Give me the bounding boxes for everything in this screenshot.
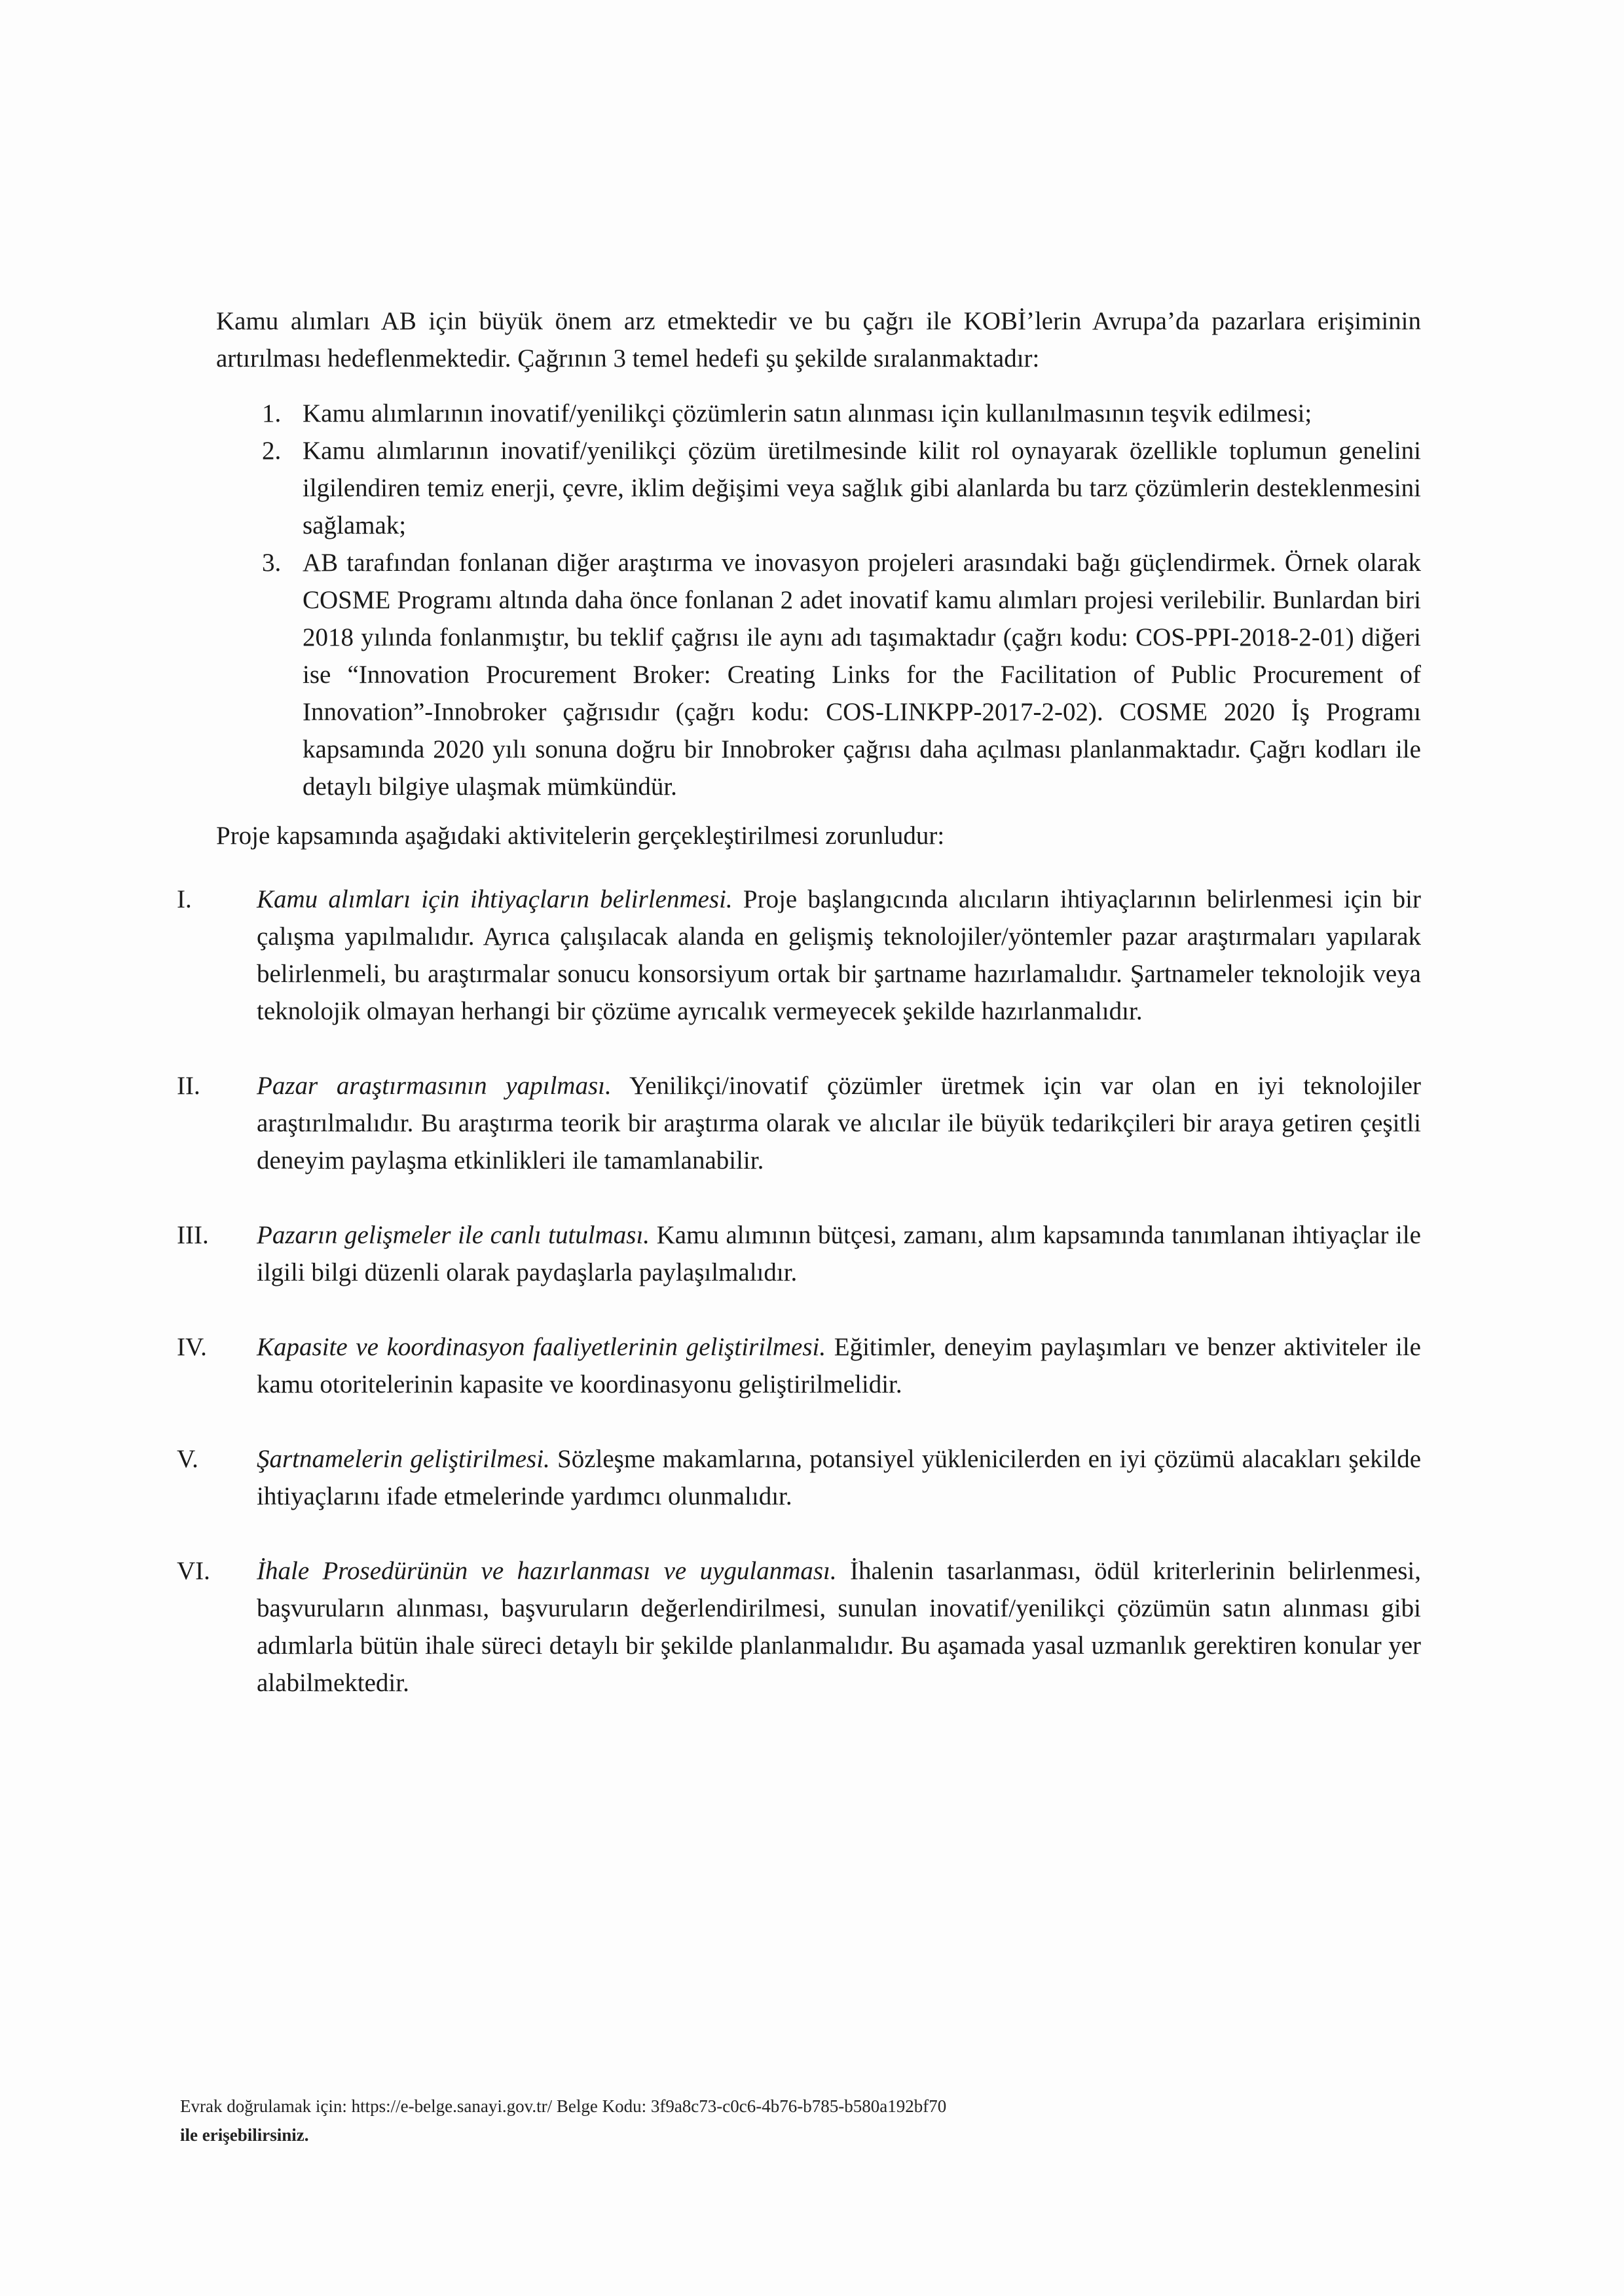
activity-title: Pazarın gelişmeler ile canlı tutulması. [257, 1221, 650, 1249]
goal-number: 3. [262, 549, 282, 577]
document-body [177, 302, 1422, 1739]
activity-text: Sözleşme makamlarına, potansiyel yüklenicilerden en iyi çözümü alacakları şekilde ihtiyaçlarını ifade etmelerinde yardımcı olunmalıdır. [257, 1445, 1422, 1510]
activity-title: İhale Prosedürünün ve hazırlanması ve uygulanması. [257, 1557, 837, 1585]
activity-text: Kamu alımının bütçesi, zamanı, alım kapsamında tanımlanan ihtiyaçlar ile ilgili bilgi düzenli olarak paydaşlarla paylaşılmalıdır. [257, 1221, 1421, 1286]
activity-item [177, 1328, 1421, 1403]
verification-footer [180, 2092, 1228, 2149]
activity-number: II. [177, 1072, 200, 1100]
goal-item [216, 395, 1421, 432]
goal-item [216, 544, 1421, 805]
activity-number: III. [177, 1221, 209, 1249]
goal-number: 1. [262, 399, 282, 428]
verification-note: ile erişebilirsiniz. [180, 2125, 309, 2145]
goal-text: AB tarafından fonlanan diğer araştırma ve inovasyon projeleri arasındaki bağı güçlendirmek. Örnek olarak COSME Programı altında daha önce fonlanan 2 adet inovatif kamu alımları projesi verilebilir. Bunlardan biri 2018 yılında fonlanmıştır, bu teklif çağrısı ile aynı adı taşımaktadır (çağrı kodu: COS-PPI-2018-2-01) diğeri ise “Innovation Procurement Broker: Creating Links for the Facilitation of Public Procurement of Innovation”-Innobroker çağrısıdır (çağrı kodu: COS-LINKPP-2017-2-02). COSME 2020 İş Programı kapsamında 2020 yılı sonuna doğru bir Innobroker çağrısı daha açılması planlanmaktadır. Çağrı kodları ile detaylı bilgiye ulaşmak mümkündür. [303, 549, 1421, 801]
verification-line: Evrak doğrulamak için: https://e-belge.sanayi.gov.tr/ Belge Kodu: 3f9a8c73-c0c6-4b76-b785-b580a192bf70 [180, 2096, 947, 2116]
activity-item [177, 1067, 1421, 1179]
activity-item [177, 1552, 1421, 1702]
activity-title: Şartnamelerin geliştirilmesi. [257, 1445, 550, 1473]
intro-paragraph: Kamu alımları AB için büyük önem arz etmektedir ve bu çağrı ile KOBİ’lerin Avrupa’da pazarlara erişiminin artırılması hedeflenmektedir. Çağrının 3 temel hedefi şu şekilde sıralanmaktadır: [216, 307, 1421, 373]
activity-number: VI. [177, 1557, 210, 1585]
activities-list [177, 881, 1421, 1702]
goal-number: 2. [262, 437, 282, 465]
activity-item [177, 1216, 1421, 1291]
goal-item [216, 432, 1421, 544]
activity-number: I. [177, 885, 192, 913]
goals-list [216, 395, 1421, 805]
activity-item [177, 1440, 1421, 1515]
activity-title: Kapasite ve koordinasyon faaliyetlerinin geliştirilmesi. [257, 1333, 826, 1361]
activity-text: İhalenin tasarlanması, ödül kriterlerinin belirlenmesi, başvuruların alınması, başvuruların değerlendirilmesi, sunulan inovatif/yenilikçi çözümün satın alınması gibi adımlarla bütün ihale süreci detaylı bir şekilde planlanmalıdır. Bu aşamada yasal uzmanlık gerektiren konular yer alabilmektedir. [257, 1557, 1421, 1697]
goal-text: Kamu alımlarının inovatif/yenilikçi çözümlerin satın alınması için kullanılmasının teşvik edilmesi; [303, 399, 1312, 428]
activity-item [177, 881, 1421, 1030]
activity-text: Proje başlangıcında alıcıların ihtiyaçlarının belirlenmesi için bir çalışma yapılmalıdır. Ayrıca çalışılacak alanda en gelişmiş teknolojiler/yöntemler pazar araştırmaları yapılarak belirlenmeli, bu araştırmalar sonucu konsorsiyum ortak bir şartname hazırlamalıdır. Şartnameler teknolojik veya teknolojik olmayan herhangi bir çözüme ayrıcalık vermeyecek şekilde hazırlanmalıdır. [257, 885, 1421, 1025]
activity-number: IV. [177, 1333, 207, 1361]
activity-number: V. [177, 1445, 198, 1473]
goal-text: Kamu alımlarının inovatif/yenilikçi çözüm üretilmesinde kilit rol oynayarak özellikle toplumun genelini ilgilendiren temiz enerji, çevre, iklim değişimi veya sağlık gibi alanlarda bu tarz çözümlerin desteklenmesini sağlamak; [303, 437, 1421, 539]
activity-text: Yenilikçi/inovatif çözümler üretmek için var olan en iyi teknolojiler araştırılmalıdır. Bu araştırma teorik bir araştırma olarak ve alıcılar ile büyük tedarikçileri bir araya getiren çeşitli deneyim paylaşma etkinlikleri ile tamamlanabilir. [257, 1072, 1421, 1175]
activity-text: Eğitimler, deneyim paylaşımları ve benzer aktiviteler ile kamu otoritelerinin kapasite ve koordinasyonu geliştirilmelidir. [257, 1333, 1421, 1398]
activities-lead: Proje kapsamında aşağıdaki aktivitelerin gerçekleştirilmesi zorunludur: [216, 822, 945, 850]
activity-title: Pazar araştırmasının yapılması. [257, 1072, 612, 1100]
activity-title: Kamu alımları için ihtiyaçların belirlenmesi. [257, 885, 733, 913]
